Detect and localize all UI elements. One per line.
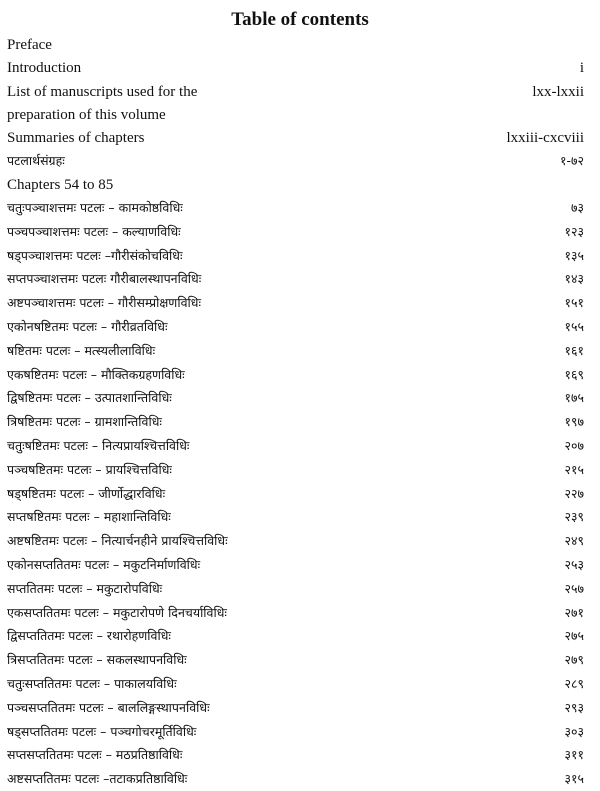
- chapter-page-number: ३११: [564, 747, 584, 763]
- chapter-label: सप्तसप्ततितमः पटलः – मठप्रतिष्ठाविधिः: [7, 747, 183, 763]
- chapter-label: द्विसप्ततितमः पटलः – रथारोहणविधिः: [7, 628, 171, 644]
- chapter-label: पञ्चषष्टितमः पटलः – प्रायश्चित्तविधिः: [7, 461, 172, 477]
- chapter-entry: [7, 244, 592, 268]
- chapters-heading: [7, 173, 592, 197]
- toc-entry-page: lxx-lxxii: [532, 84, 584, 100]
- chapter-entry: [7, 220, 592, 244]
- page-title: Table of contents: [231, 9, 369, 30]
- chapter-page-number: २७१: [564, 604, 584, 620]
- chapter-label: एकसप्ततितमः पटलः – मकुटारोपणे दिनचर्याविधिः: [7, 604, 227, 620]
- chapter-entry: [7, 386, 592, 410]
- chapter-entry: [7, 363, 592, 387]
- chapter-page-number: ७३: [570, 200, 584, 215]
- chapter-entry: [7, 505, 592, 529]
- chapter-page-number: १३५: [564, 247, 584, 263]
- chapter-page-number: ३०३: [564, 723, 584, 739]
- toc-entry-page: lxxiii-cxcviii: [506, 130, 584, 146]
- chapter-entry: [7, 196, 592, 220]
- toc-entry-label: Introduction: [7, 60, 82, 76]
- chapter-entry: [7, 553, 592, 577]
- toc-entry-patalarthasangraha: [7, 149, 592, 173]
- chapter-page-number: १९७: [564, 414, 584, 430]
- toc-entry-page: १-७२: [559, 153, 584, 168]
- chapter-label: अष्टसप्ततितमः पटलः –तटाकप्रतिष्ठाविधिः: [7, 771, 188, 787]
- chapter-label: त्रिषष्टितमः पटलः – ग्रामशान्तिविधिः: [7, 414, 162, 430]
- chapter-entry: [7, 458, 592, 482]
- chapter-entry: [7, 648, 592, 672]
- chapter-label: एकोनषष्टितमः पटलः – गौरीव्रतविधिः: [7, 319, 168, 334]
- toc-entry-preface: [7, 33, 592, 57]
- chapter-label: चतुःपञ्चाशत्तमः पटलः – कामकोष्ठविधिः: [7, 200, 183, 215]
- chapter-page-number: २७९: [564, 652, 584, 668]
- chapter-entry: [7, 767, 592, 791]
- chapter-entry: [7, 482, 592, 506]
- chapter-page-number: १४३: [564, 271, 584, 287]
- toc-entry-label: preparation of this volume: [7, 107, 166, 123]
- chapter-page-number: २८९: [564, 676, 584, 691]
- chapter-label: त्रिसप्ततितमः पटलः – सकलस्थापनविधिः: [7, 652, 187, 668]
- chapter-page-number: २५३: [564, 557, 584, 572]
- chapter-label: चतुःषष्टितमः पटलः – नित्यप्रायश्चित्तविधिः: [7, 438, 190, 453]
- chapter-page-number: २९३: [564, 699, 584, 715]
- chapter-label: षष्टितमः पटलः – मत्स्यलीलाविधिः: [7, 342, 156, 358]
- chapter-page-number: २५७: [564, 580, 584, 596]
- chapter-label: षड्पञ्चाशत्तमः पटलः –गौरीसंकोचविधिः: [7, 247, 183, 263]
- chapter-page-number: २०७: [564, 438, 584, 453]
- chapter-entry: [7, 315, 592, 339]
- toc-entry-label: पटलार्थसंग्रहः: [7, 153, 65, 168]
- chapter-label: चतुःसप्ततितमः पटलः – पाकालयविधिः: [7, 676, 177, 691]
- chapter-entry: [7, 601, 592, 625]
- chapter-label: पञ्चपञ्चाशत्तमः पटलः – कल्याणविधिः: [7, 223, 181, 239]
- toc-entry-label: Summaries of chapters: [7, 130, 145, 146]
- toc-entry-summaries: [7, 126, 592, 150]
- chapter-label: अष्टपञ्चाशत्तमः पटलः – गौरीसम्प्रोक्षणविधिः: [7, 295, 201, 311]
- chapter-entry: [7, 624, 592, 648]
- chapter-label: सप्तषष्टितमः पटलः – महाशान्तिविधिः: [7, 509, 171, 525]
- chapter-page-number: २३९: [564, 509, 584, 525]
- chapter-page-number: १५५: [564, 319, 584, 334]
- toc-entry-label: Preface: [7, 37, 52, 53]
- toc-entry-manuscripts-cont: [7, 103, 592, 127]
- chapter-page-number: १७५: [564, 390, 584, 406]
- chapter-entry: [7, 529, 592, 553]
- chapter-page-number: १२३: [564, 223, 584, 239]
- chapter-page-number: ३१५: [564, 771, 584, 787]
- toc-entry-manuscripts: [7, 80, 592, 104]
- toc-entry-label: List of manuscripts used for the: [7, 84, 198, 100]
- chapter-label: अष्टषष्टितमः पटलः – नित्यार्चनहीने प्रायश्चित्तविधिः: [7, 533, 228, 549]
- chapter-entry: [7, 696, 592, 720]
- chapter-label: द्विषष्टितमः पटलः – उत्पातशान्तिविधिः: [7, 390, 172, 406]
- chapter-entry: [7, 672, 592, 696]
- chapter-label: एकोनसप्ततितमः पटलः – मकुटनिर्माणविधिः: [7, 557, 201, 572]
- chapter-page-number: २२७: [564, 485, 584, 501]
- chapter-label: सप्ततितमः पटलः – मकुटारोपविधिः: [7, 580, 163, 596]
- chapter-page-number: १६९: [564, 366, 584, 382]
- chapter-page-number: १६१: [564, 342, 584, 358]
- chapter-page-number: २७५: [564, 628, 584, 644]
- chapter-entry: [7, 410, 592, 434]
- chapter-page-number: २४९: [564, 533, 584, 549]
- chapter-entry: [7, 743, 592, 767]
- chapter-label: षड्षष्टितमः पटलः – जीर्णोद्धारविधिः: [7, 485, 166, 501]
- chapter-label: पञ्चसप्ततितमः पटलः – बाललिङ्गस्थापनविधिः: [7, 699, 210, 715]
- chapter-entry: [7, 339, 592, 363]
- chapter-entry: [7, 267, 592, 291]
- chapter-page-number: २१५: [564, 461, 584, 477]
- section-heading: Chapters 54 to 85: [7, 177, 114, 193]
- chapter-label: षड्सप्ततितमः पटलः – पञ्चगोचरमूर्तिविधिः: [7, 723, 197, 739]
- chapter-label: एकषष्टितमः पटलः – मौक्तिकग्रहणविधिः: [7, 366, 185, 382]
- chapter-page-number: १५१: [564, 295, 584, 311]
- chapter-entry: [7, 291, 592, 315]
- toc-entry-page: i: [579, 60, 584, 76]
- chapter-entry: [7, 720, 592, 744]
- chapter-label: सप्तपञ्चाशत्तमः पटलः गौरीबालस्थापनविधिः: [7, 271, 202, 287]
- toc-entry-introduction: [7, 56, 592, 80]
- chapter-entry: [7, 434, 592, 458]
- chapter-entry: [7, 577, 592, 601]
